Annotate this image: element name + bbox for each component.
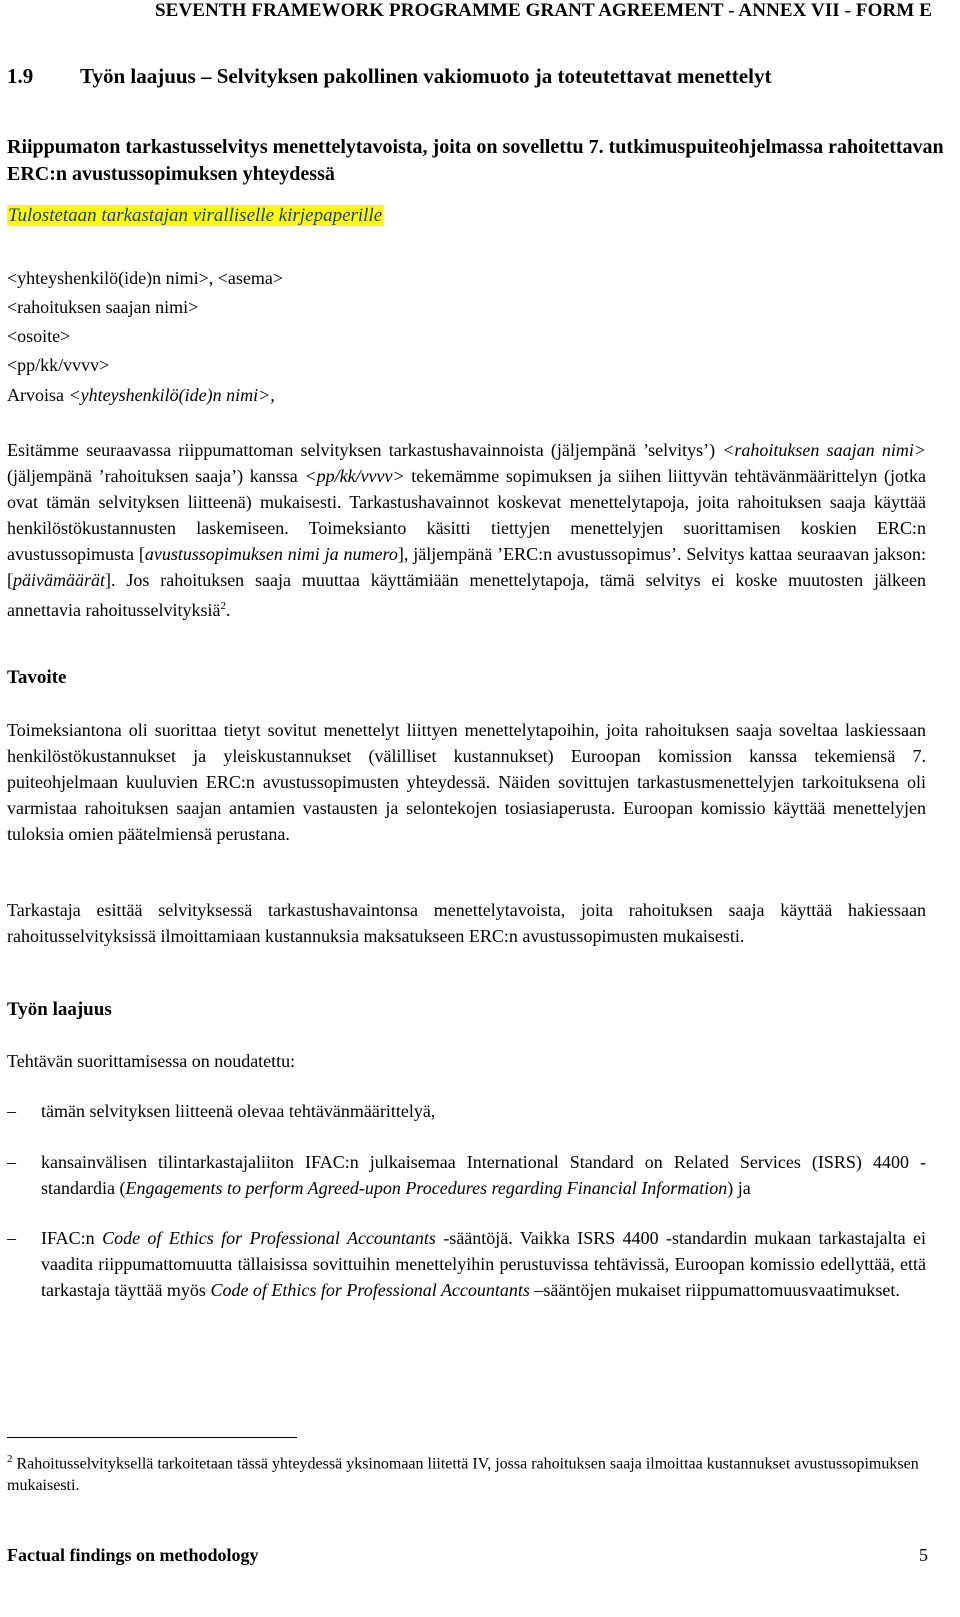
greeting-prefix: Arvoisa [7, 385, 69, 405]
text-run: . [225, 600, 231, 620]
text-run: –sääntöjen mukaiset riippumattomuusvaatimukset. [529, 1280, 900, 1300]
placeholder-text: <pp/kk/vvvv> [304, 466, 405, 486]
footnote-reference[interactable]: 2 [220, 600, 226, 612]
placeholder-text: päivämäärät [13, 570, 105, 590]
dash-bullet: – [7, 1228, 16, 1248]
subtitle: Riippumaton tarkastusselvitys menettelytavoista, joita on sovellettu 7. tutkimuspuiteohjelmassa rahoitettavan ERC:n avustussopimuksen yhteydessä [7, 136, 944, 185]
letterhead-note [7, 205, 383, 227]
placeholder-text: avustussopimuksen nimi ja numero [144, 544, 398, 564]
text-run: tekemämme sopimuksen ja siihen liittyvän tehtävänmäärittelyn (jotka ovat tämän selvityksen liitteenä) mukaisesti. Tarkastushavainnot koskevat menettelytapoja, joita rahoituksen saaja käyttää henkilöstökustannusten laskemiseen. Toimeksianto käsitti tiettyjen menettelyjen suorittamisen koskien ERC:n avustussopimusta [ [7, 466, 926, 564]
text-run: ]. Jos rahoituksen saaja muuttaa käyttämiään menettelytapoja, tämä selvitys ei koske muutosten jälkeen annettavia rahoitusselvityksiä [7, 570, 926, 620]
document-header: SEVENTH FRAMEWORK PROGRAMME GRANT AGREEMENT - ANNEX VII - FORM E [155, 0, 932, 21]
text-run: tämän selvityksen liitteenä olevaa tehtävänmäärittelyä, [41, 1101, 436, 1121]
tavoite-heading: Tavoite [7, 667, 67, 688]
footnote-text: Rahoitusselvityksellä tarkoitetaan tässä yhteydessä yksinomaan liitettä IV, jossa rahoituksen saaja ilmoittaa kustannukset avustussopimuksen mukaisesti. [7, 1455, 919, 1495]
address-line: <pp/kk/vvvv> [7, 355, 110, 375]
footnote-number: 2 [7, 1453, 13, 1465]
section-title: Työn laajuus – Selvityksen pakollinen vakiomuoto ja toteutettavat menettelyt [80, 64, 772, 88]
text-run: (jäljempänä ’rahoituksen saaja’) kanssa [7, 466, 305, 486]
address-block [7, 264, 283, 380]
list-item [7, 1149, 926, 1201]
greeting-name: <yhteyshenkilö(ide)n nimi>, [68, 385, 275, 405]
address-line: <yhteyshenkilö(ide)n nimi>, <asema> [7, 268, 284, 288]
text-run: IFAC:n [41, 1228, 103, 1248]
placeholder-text: <rahoituksen saajan nimi> [722, 440, 926, 460]
text-run: -sääntöjä. Vaikka ISRS 4400 -standardin mukaan tarkastajalta ei vaadita riippumattomuutta tällaisissa sovittuihin menettelyihin perustuvissa tehtävissä, Euroopan komissio edellyttää, että tarkastaja täyttää myös [41, 1228, 926, 1300]
list-item [7, 1225, 926, 1303]
tavoite-paragraph-1: Toimeksiantona oli suorittaa tietyt sovitut menettelyt liittyen menettelytapoihin, joita rahoituksen saaja soveltaa laskiessaan henkilöstökustannukset ja yleiskustannukset (välilliset kustannukset) Euroopan komission kanssa tekemiensä 7. puiteohjelmaan kuuluvien ERC:n avustussopimusten yhteydessä. Näiden sovittujen tarkastusmenettelyjen tarkoituksena oli varmistaa rahoituksen saajan antamien vastausten ja selontekojen tosiasiaperusta. Euroopan komissio käyttää menettelyjen tuloksia omien päätelmiensä perustana. [7, 720, 926, 844]
text-run: kansainvälisen tilintarkastajaliiton IFAC:n julkaisemaa International Standard on Related Services (ISRS) 4400 -standardia ( [41, 1152, 926, 1198]
scope-list [7, 1098, 926, 1303]
text-run: Esitämme seuraavassa riippumattoman selvityksen tarkastushavainnoista (jäljempänä ’selvitys’) [7, 440, 723, 460]
dash-bullet: – [7, 1152, 16, 1172]
footnote [7, 1448, 926, 1497]
text-run: ) ja [727, 1178, 751, 1198]
tavoite-paragraph-2: Tarkastaja esittää selvityksessä tarkastushavaintonsa menettelytavoista, joita rahoituksen saaja käyttää hakiessaan rahoitusselvityksissä ilmoittamiaan kustannuksia maksatukseen ERC:n avustussopimusten mukaisesti. [7, 900, 926, 946]
section-number: 1.9 [7, 64, 34, 88]
address-line: <rahoituksen saajan nimi> [7, 297, 199, 317]
text-run: ], jäljempänä ’ERC:n avustussopimus’. Selvitys kattaa seuraavan jakson: [ [7, 544, 926, 590]
text-run: Code of Ethics for Professional Accountants [102, 1228, 436, 1248]
footer-title: Factual findings on methodology [7, 1545, 259, 1565]
section-heading [7, 64, 771, 89]
scope-heading: Työn laajuus [7, 999, 112, 1020]
list-item [7, 1098, 926, 1124]
page-number: 5 [919, 1545, 928, 1565]
greeting [7, 385, 275, 406]
text-run: Code of Ethics for Professional Accountants [210, 1280, 530, 1300]
scope-intro: Tehtävän suorittamisessa on noudatettu: [7, 1051, 296, 1071]
intro-paragraph [7, 437, 926, 623]
footnote-separator [7, 1437, 297, 1438]
highlighted-note: Tulostetaan tarkastajan viralliselle kirjepaperille [8, 205, 383, 226]
address-line: <osoite> [7, 326, 71, 346]
dash-bullet: – [7, 1101, 16, 1121]
text-run: Engagements to perform Agreed-upon Procedures regarding Financial Information [125, 1178, 728, 1198]
